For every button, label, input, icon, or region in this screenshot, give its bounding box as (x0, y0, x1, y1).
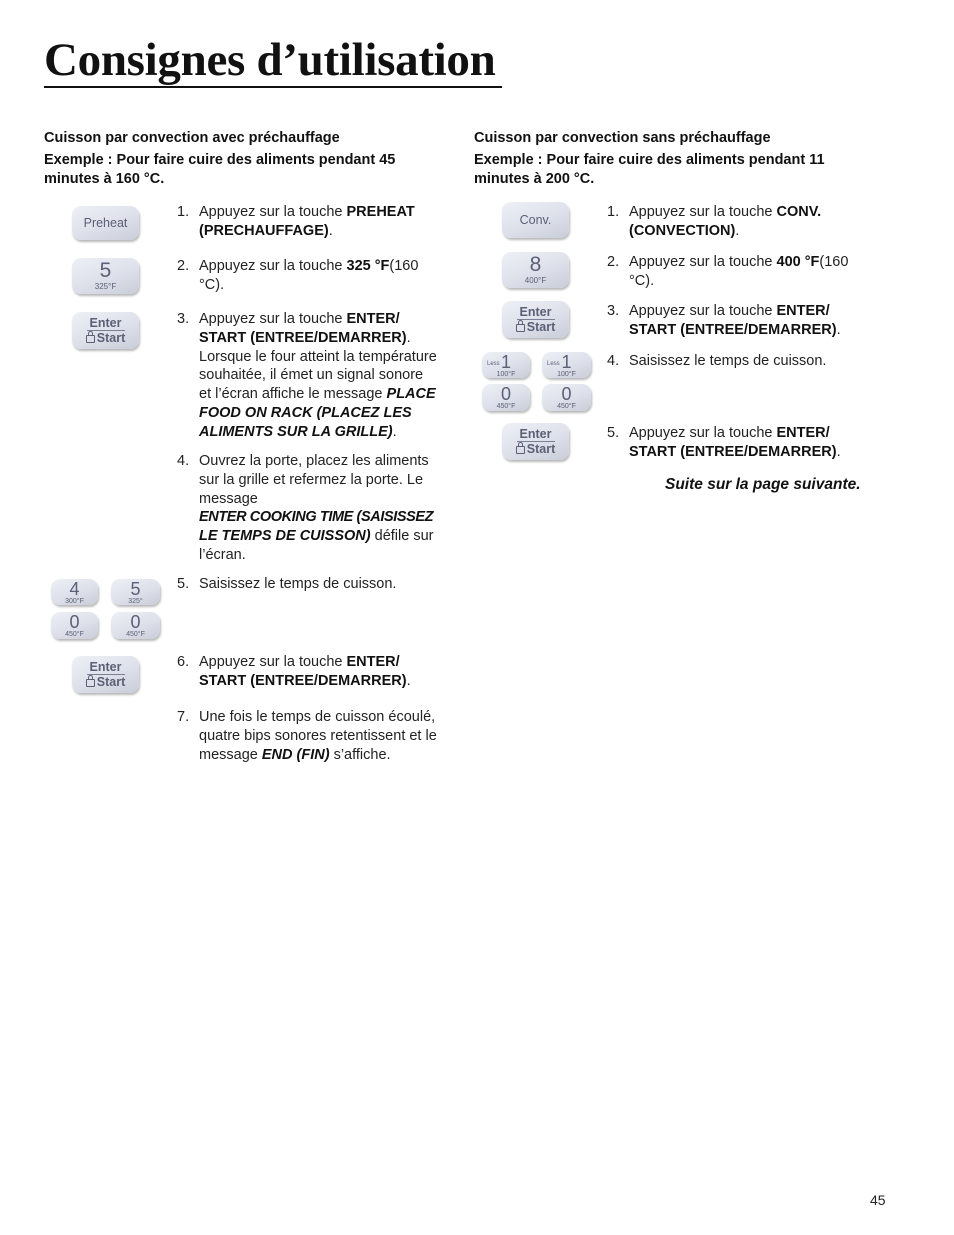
conv-key (502, 202, 569, 238)
digit-8-key-number: 8 (529, 253, 542, 276)
step-text: Une fois le temps de cuisson écoulé, (199, 709, 436, 725)
lock-icon (516, 324, 525, 332)
key-name: START (ENTREE/DEMARRER) (199, 672, 407, 689)
continue-note: Suite sur la page suivante. (665, 476, 861, 493)
step-text: Saisissez le temps de cuisson. (199, 576, 397, 592)
step-text: Appuyez sur la touche (199, 654, 347, 670)
lock-icon (86, 679, 95, 687)
digit-5-key-small-temp: 325° (128, 598, 143, 605)
key-name: ENTER/ (776, 425, 830, 441)
step-number: 2. (177, 258, 190, 274)
step-text: Ouvrez la porte, placez les aliments (199, 453, 429, 469)
digit-0-key-right (482, 384, 530, 411)
key-name: (PRECHAUFFAGE) (199, 222, 329, 239)
key-name: START (ENTREE/DEMARRER) (629, 321, 837, 338)
right-heading-text: Cuisson par convection sans préchauffage (474, 130, 771, 146)
digit-4-key (51, 579, 98, 605)
step-text: quatre bips sonores retentissent et le (199, 727, 437, 744)
digit-1-key-second-number: 1 (561, 352, 572, 372)
digit-1-key-temp: 100°F (496, 371, 516, 378)
step-text: . (406, 672, 411, 689)
key-name: PREHEAT (346, 204, 415, 220)
key-name: (CONVECTION) (629, 222, 736, 239)
digit-0-key-right-second-number: 0 (561, 384, 572, 404)
key-name: START (ENTREE/DEMARRER) (199, 329, 407, 346)
step-text: Saisissez le temps de cuisson. (629, 353, 827, 369)
enter-start-key-second (72, 656, 139, 693)
step-number: 5. (177, 576, 190, 592)
key-name: ENTER/ (776, 303, 830, 319)
digit-1-key-second-less: Less (547, 361, 560, 367)
digit-0-key-right-second (542, 384, 591, 411)
digit-8-key-temp: 400°F (524, 276, 547, 285)
lock-icon (86, 335, 95, 343)
step-number: 3. (177, 311, 190, 327)
step-number: 2. (607, 254, 620, 270)
step-text: Lorsque le four atteint la température (199, 348, 437, 365)
step-number: 7. (177, 709, 190, 725)
left-step-1 (177, 203, 457, 241)
left-step-6 (177, 653, 457, 691)
step-number: 1. (177, 204, 190, 220)
digit-1-key (482, 352, 530, 378)
digit-1-key-second (542, 352, 591, 378)
enter-start-key-start: Start (96, 331, 126, 345)
enter-start-key-right-start: Start (526, 320, 556, 334)
left-step-5 (177, 575, 457, 594)
digit-5-key-number: 5 (99, 259, 112, 282)
step-number: 3. (607, 303, 620, 319)
key-name: ENTER/ (346, 654, 400, 670)
step-text: Appuyez sur la touche (199, 311, 347, 327)
digit-0-key-second (111, 612, 160, 639)
step-text: . (328, 222, 333, 239)
enter-start-key-second-start-row (72, 675, 139, 689)
digit-0-key-number: 0 (69, 612, 80, 632)
right-example-line-2: minutes à 200 °C. (474, 171, 595, 187)
step-text: souhaitée, il émet un signal sonore (199, 367, 424, 384)
step-text: l’écran. (199, 546, 246, 563)
step-text: défile sur (370, 528, 434, 545)
enter-start-key-right-second-start: Start (526, 442, 556, 456)
step-number: 6. (177, 654, 190, 670)
right-section-heading (474, 129, 825, 190)
right-step-3 (607, 302, 887, 340)
enter-start-key-right-start-row (502, 320, 569, 334)
conv-key-label: Conv. (519, 213, 552, 227)
digit-8-key (502, 252, 569, 288)
digit-1-key-number: 1 (500, 352, 511, 372)
display-message: PLACE (386, 386, 436, 403)
step-text: sur la grille et refermez la porte. Le (199, 471, 424, 488)
key-name: 400 °F (776, 254, 820, 270)
step-text: Appuyez sur la touche (199, 258, 347, 274)
digit-0-key-temp: 450°F (65, 631, 84, 638)
page-number: 45 (870, 1192, 886, 1208)
enter-start-key-right-enter: Enter (517, 305, 555, 320)
step-number: 4. (607, 353, 620, 369)
display-message: ALIMENTS SUR LA GRILLE) (199, 423, 393, 440)
title-underline (44, 86, 502, 88)
digit-0-key-right-number: 0 (500, 384, 511, 404)
step-number: 5. (607, 425, 620, 441)
enter-start-key-second-enter: Enter (87, 660, 125, 675)
step-text: . (836, 321, 841, 338)
display-message: LE TEMPS DE CUISSON) (199, 528, 371, 545)
step-text: s’affiche. (329, 746, 391, 763)
step-text: °C). (199, 276, 225, 293)
step-text: (160 (819, 254, 849, 270)
key-name: ENTER/ (346, 311, 400, 327)
left-step-2 (177, 257, 457, 295)
digit-0-key-second-temp: 450°F (126, 631, 145, 638)
left-step-4 (177, 452, 467, 565)
step-number: 1. (607, 204, 620, 220)
step-text: Appuyez sur la touche (199, 204, 347, 220)
left-step-7 (177, 708, 457, 764)
preheat-key (72, 206, 139, 240)
digit-1-key-less: Less (487, 361, 500, 367)
enter-start-key-right-second (502, 423, 569, 460)
right-step-4 (607, 352, 887, 371)
step-text: . (735, 222, 740, 239)
left-step-3 (177, 310, 457, 442)
key-name: START (ENTREE/DEMARRER) (629, 443, 837, 460)
step-text: Appuyez sur la touche (629, 254, 777, 270)
digit-4-key-number: 4 (69, 579, 80, 599)
enter-start-key-right (502, 301, 569, 338)
digit-4-key-temp: 300°F (65, 598, 84, 605)
step-text: Appuyez sur la touche (629, 204, 777, 220)
step-text: et l’écran affiche le message (199, 386, 387, 403)
digit-1-key-second-temp: 100°F (557, 371, 576, 378)
right-step-5 (607, 424, 887, 462)
lock-icon (516, 446, 525, 454)
step-text: . (392, 423, 397, 440)
enter-start-key-start-row (72, 331, 139, 345)
right-step-2 (607, 253, 887, 291)
page-title: Consignes d’utilisation (44, 34, 496, 86)
digit-5-key (72, 258, 139, 294)
step-text: message (199, 490, 258, 507)
digit-5-key-temp: 325°F (94, 282, 117, 291)
step-text: message (199, 746, 262, 763)
digit-5-key-small (111, 579, 160, 605)
digit-0-key-second-number: 0 (130, 612, 141, 632)
right-example-line-1: Exemple : Pour faire cuire des aliments pendant 11 (474, 151, 825, 168)
key-name: CONV. (776, 204, 822, 220)
display-message: FOOD ON RACK (PLACEZ LES (199, 404, 412, 421)
step-number: 4. (177, 453, 190, 469)
preheat-key-label: Preheat (83, 216, 128, 230)
enter-start-key-right-second-start-row (502, 442, 569, 456)
key-name: 325 °F (346, 258, 390, 274)
digit-0-key (51, 612, 98, 639)
step-text: Appuyez sur la touche (629, 303, 777, 319)
digit-5-key-small-number: 5 (130, 579, 141, 599)
step-text: (160 (389, 258, 419, 274)
step-text: Appuyez sur la touche (629, 425, 777, 441)
left-example-line-2: minutes à 160 °C. (44, 171, 165, 187)
enter-start-key-enter: Enter (87, 316, 125, 331)
digit-0-key-right-temp: 450°F (496, 403, 516, 410)
display-message: END (FIN) (261, 746, 330, 763)
left-section-heading (44, 129, 395, 190)
step-text: °C). (629, 272, 655, 289)
step-text: . (406, 329, 411, 346)
digit-0-key-right-second-temp: 450°F (557, 403, 576, 410)
enter-start-key-right-second-enter: Enter (517, 427, 555, 442)
enter-start-key-second-start: Start (96, 675, 126, 689)
step-text: . (836, 443, 841, 460)
enter-start-key (72, 312, 139, 349)
display-message: ENTER COOKING TIME (SAISISSEZ (199, 509, 434, 526)
left-example-line-1: Exemple : Pour faire cuire des aliments pendant 45 (44, 151, 396, 168)
left-heading-text: Cuisson par convection avec préchauffage (44, 130, 340, 146)
right-step-1 (607, 203, 887, 241)
